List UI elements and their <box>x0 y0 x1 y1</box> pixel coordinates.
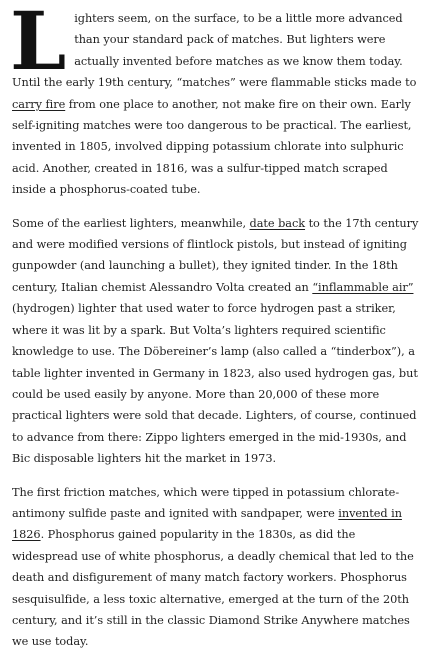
inflammable-air-link[interactable]: “inflammable air” <box>312 280 414 294</box>
invented-in-1826-link[interactable]: invented in 1826 <box>12 506 402 542</box>
paragraph-1 <box>10 0 420 201</box>
drop-cap: L <box>10 0 67 88</box>
paragraph-3 <box>12 482 420 653</box>
paragraph-3-text-a: The first friction matches, which were tipped in potassium chlorate-antimony sulfide paste and ignited with sandpaper, were <box>12 485 400 520</box>
paragraph-1-text-b: from one place to another, not make fire on their own. Early self-igniting matches were too dangerous to be practical. The earliest, invented in 1805, involved dipping potassium chlorate into sulphuric acid. Another, created in 1816, was a sulfur-tipped match scraped inside a phosphorus-coated tube. <box>12 97 412 197</box>
paragraph-2 <box>12 213 420 470</box>
article-body <box>10 0 420 665</box>
paragraph-1-text-a: ighters seem, on the surface, to be a little more advanced than your standard pack of matches. But lighters were actually invented before matches as we know them today. Until the early 19th century, “matches” were flammable sticks made to <box>12 12 417 90</box>
paragraph-2-text-c: (hydrogen) lighter that used water to force hydrogen past a striker, where it was lit by a spark. But Volta’s lighters required scientific knowledge to use. The Döbereiner’s lamp (also called a “tinderbox”), a table lighter invented in Germany in 1823, also used hydrogen gas, but could be used easily by anyone. More than 20,000 of these more practical lighters were sold that decade. Lighters, of course, continued to advance from there: Zippo lighters emerged in the mid-1930s, and Bic disposable lighters hit the market in 1973. <box>12 302 418 466</box>
paragraph-2-text-a: Some of the earliest lighters, meanwhile, <box>12 216 250 230</box>
date-back-link[interactable]: date back <box>249 216 306 230</box>
paragraph-3-text-b: . Phosphorus gained popularity in the 1830s, as did the widespread use of white phosphorus, a deadly chemical that led to the death and disfigurement of many match factory workers. Phosphorus sesquisulfide, a less toxic alternative, emerged at the turn of the 20th century, and it’s still in the classic Diamond Strike Anywhere matches we use today. <box>12 528 414 649</box>
paragraph-2-text-b: to the 17th century and were modified versions of flintlock pistols, but instead of igniting gunpowder (and launching a bullet), they ignited tinder. In the 18th century, Italian chemist Alessandro Volta created an <box>12 216 419 294</box>
carry-fire-link[interactable]: carry fire <box>12 97 66 111</box>
